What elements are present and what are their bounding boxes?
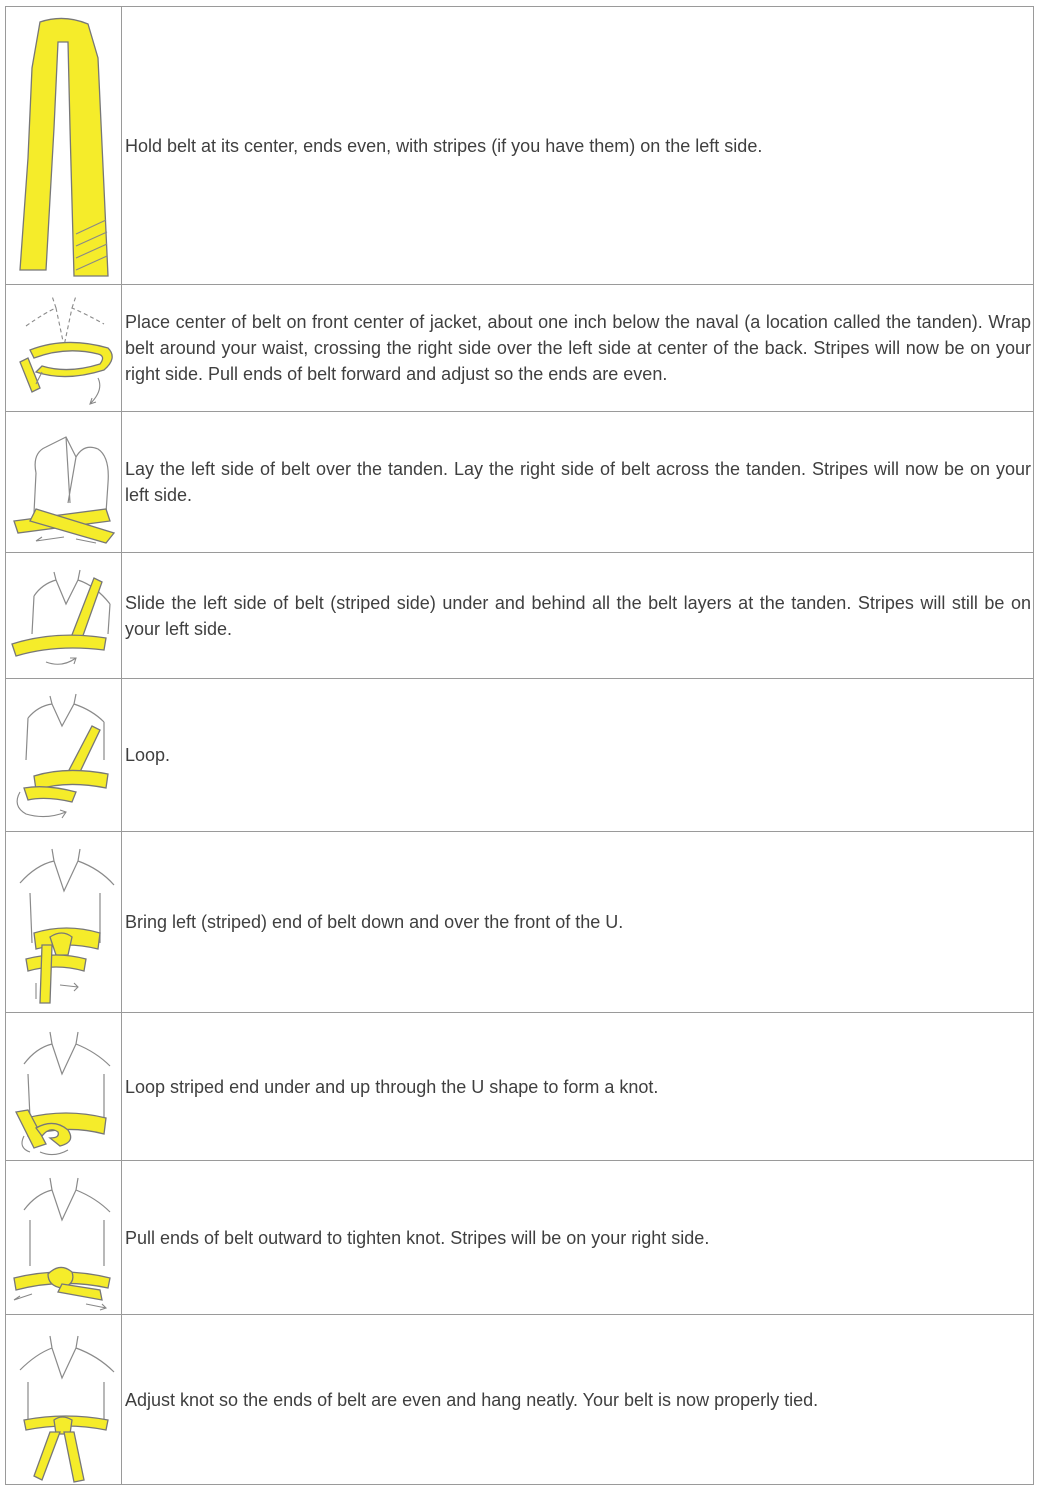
step-2-text: Place center of belt on front center of jacket, about one inch below the naval (a location called the tanden). Wrap belt around your waist, crossing the right side over the left side at center of the back. Stripes will now be on your right side. Pull ends of belt forward and adjust so the ends are even. [122, 285, 1034, 412]
step-row-1 [6, 7, 1034, 285]
step-1-text: Hold belt at its center, ends even, with stripes (if you have them) on the left side. [122, 7, 1034, 285]
belt-over-u-icon [6, 833, 121, 1012]
step-8-illustration-cell [6, 1161, 122, 1315]
step-4-illustration-cell [6, 553, 122, 679]
belt-held-at-center-icon [6, 8, 121, 284]
step-row-3 [6, 412, 1034, 553]
step-5-illustration-cell [6, 679, 122, 832]
step-row-7 [6, 1013, 1034, 1161]
belt-form-knot-icon [6, 1014, 121, 1160]
belt-cross-tanden-icon [6, 413, 121, 552]
step-9-text: Adjust knot so the ends of belt are even and hang neatly. Your belt is now properly tied. [122, 1315, 1034, 1485]
step-8-text: Pull ends of belt outward to tighten knot. Stripes will be on your right side. [122, 1161, 1034, 1315]
step-2-illustration-cell [6, 285, 122, 412]
step-1-illustration-cell [6, 7, 122, 285]
step-row-6 [6, 832, 1034, 1013]
step-row-5 [6, 679, 1034, 832]
step-4-text: Slide the left side of belt (striped side) under and behind all the belt layers at the tanden. Stripes will still be on your left side. [122, 553, 1034, 679]
step-row-9 [6, 1315, 1034, 1485]
step-row-4 [6, 553, 1034, 679]
belt-slide-under-icon [6, 554, 121, 678]
step-9-illustration-cell [6, 1315, 122, 1485]
step-7-text: Loop striped end under and up through the U shape to form a knot. [122, 1013, 1034, 1161]
belt-wrap-waist-icon [6, 286, 121, 411]
step-3-text: Lay the left side of belt over the tanden. Lay the right side of belt across the tanden. Stripes will now be on your left side. [122, 412, 1034, 553]
step-row-2 [6, 285, 1034, 412]
belt-tighten-knot-icon [6, 1162, 121, 1314]
belt-tying-steps-table [5, 6, 1034, 1485]
belt-tied-icon [6, 1316, 121, 1484]
step-row-8 [6, 1161, 1034, 1315]
step-6-illustration-cell [6, 832, 122, 1013]
step-7-illustration-cell [6, 1013, 122, 1161]
step-3-illustration-cell [6, 412, 122, 553]
step-5-text: Loop. [122, 679, 1034, 832]
belt-loop-icon [6, 680, 121, 831]
step-6-text: Bring left (striped) end of belt down and over the front of the U. [122, 832, 1034, 1013]
